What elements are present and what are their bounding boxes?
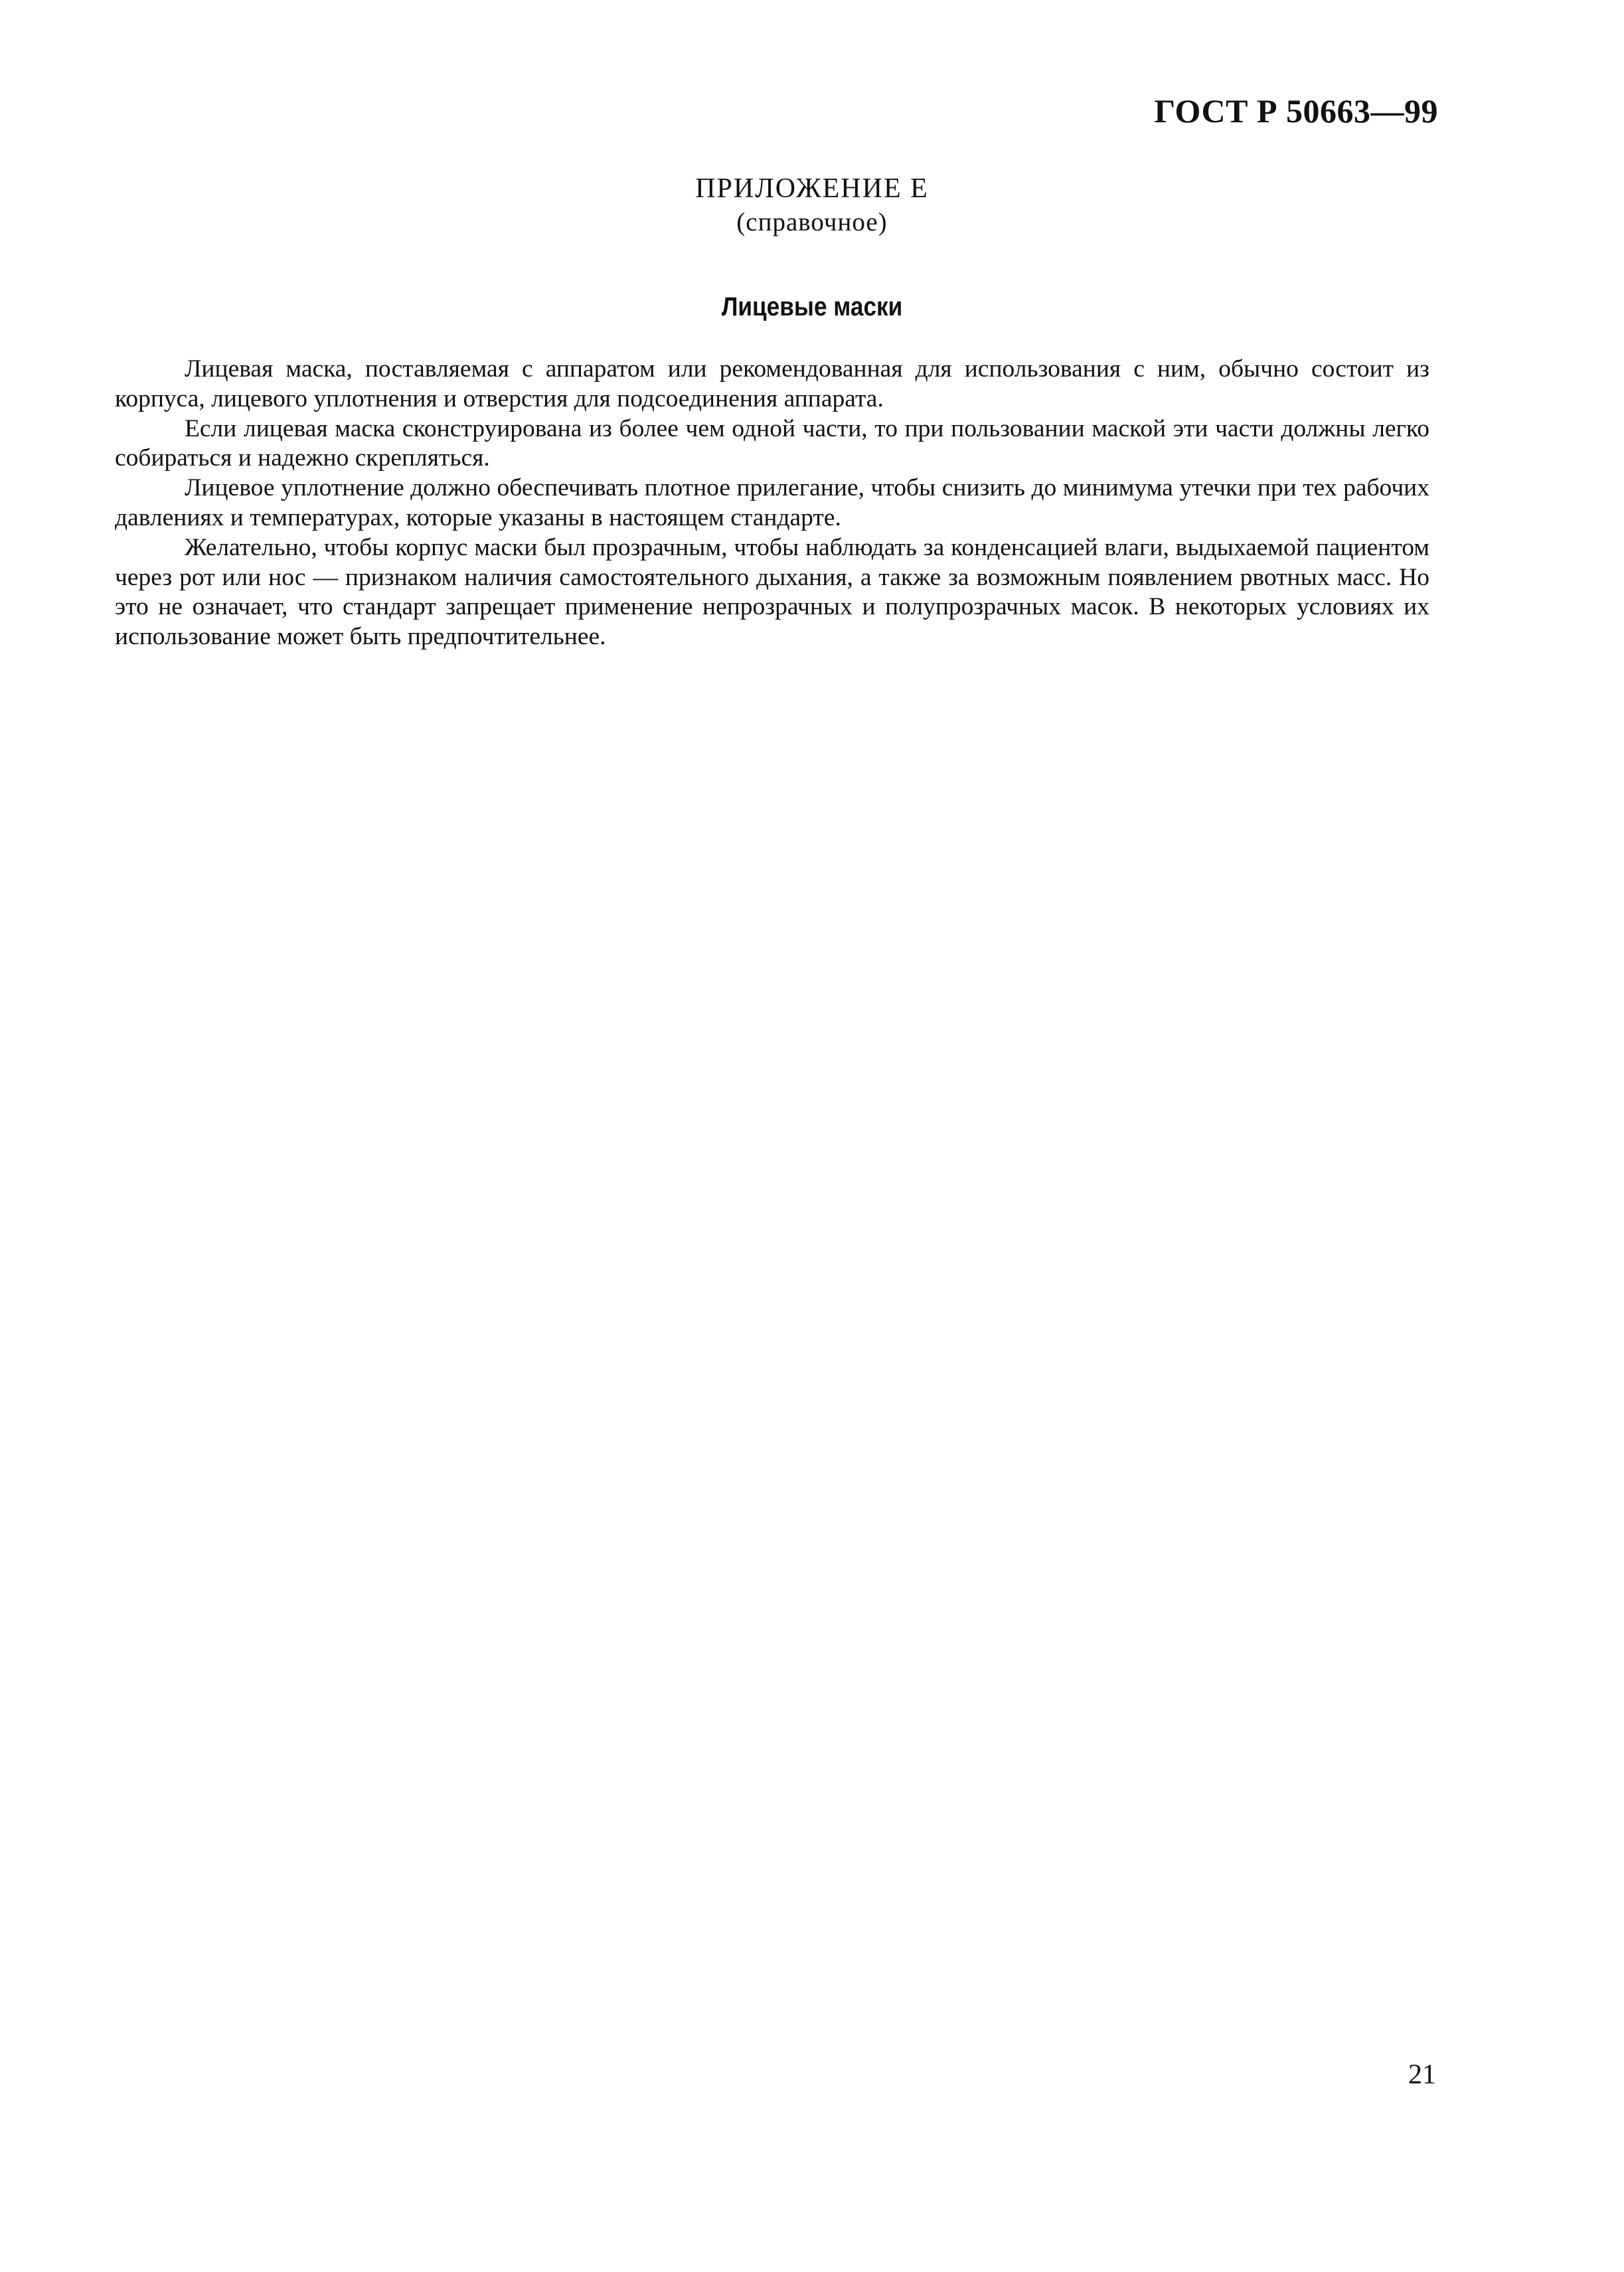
- document-code: ГОСТ Р 50663—99: [1154, 92, 1438, 130]
- paragraph: Лицевая маска, поставляемая с аппаратом или рекомендованная для использования с ним, обычно состоит из корпуса, лицевого уплотнения и отверстия для подсоединения аппарата.: [115, 355, 1429, 412]
- appendix-header: [0, 171, 1624, 239]
- body-text: [115, 355, 1429, 652]
- page-number: 21: [1408, 2059, 1436, 2090]
- appendix-title: ПРИЛОЖЕНИЕ Е: [695, 173, 929, 204]
- paragraph: Если лицевая маска сконструирована из более чем одной части, то при пользовании маской эти части должны легко собираться и надежно скрепляться.: [115, 414, 1429, 472]
- paragraph: Лицевое уплотнение должно обеспечивать плотное прилегание, чтобы снизить до минимума утечки при тех рабочих давлениях и температурах, которые указаны в настоящем стандарте.: [115, 474, 1429, 531]
- paragraph: Желательно, чтобы корпус маски был прозрачным, чтобы наблюдать за конденсацией влаги, выдыхаемой пациентом через рот или нос — признаком наличия самостоятельного дыхания, а также за возможным появлением рвотных масс. Но это не означает, что стандарт запрещает применение непрозрачных и полупрозрачных масок. В некоторых условиях их использование может быть предпочтительнее.: [115, 533, 1429, 651]
- appendix-subtitle: (справочное): [736, 208, 888, 236]
- section-heading: Лицевые маски: [721, 292, 903, 321]
